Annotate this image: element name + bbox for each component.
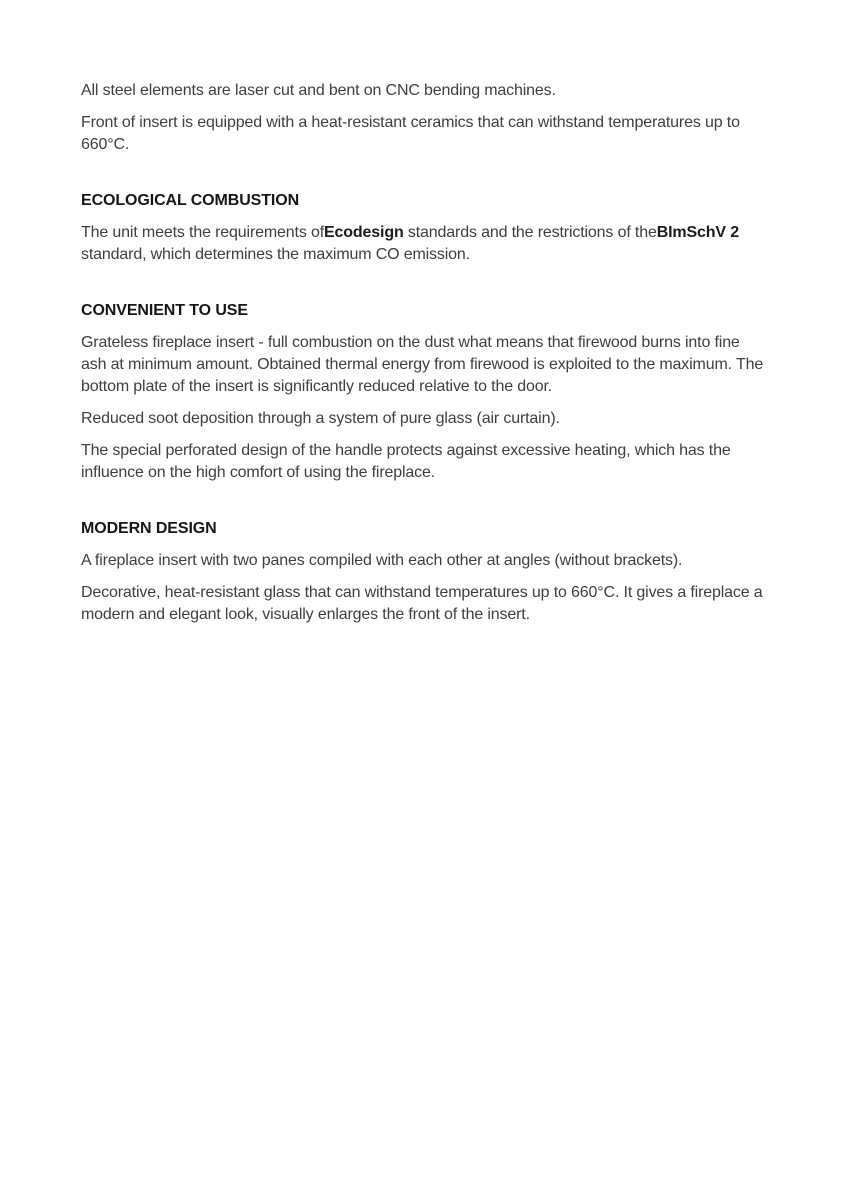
text-run: The unit meets the requirements of — [81, 224, 325, 241]
bold-text-run-bimschv: BImSchV 2 — [656, 224, 739, 241]
ecological-paragraph — [81, 222, 767, 266]
modern-paragraph-1: A fireplace insert with two panes compiled with each other at angles (without brackets). — [81, 552, 683, 569]
section-heading-convenient-to-use: CONVENIENT TO USE — [81, 302, 248, 319]
intro-paragraph-1: All steel elements are laser cut and bent on CNC bending machines. — [81, 82, 556, 99]
section-heading-modern-design: MODERN DESIGN — [81, 520, 217, 537]
convenient-paragraph-1: Grateless fireplace insert - full combustion on the dust what means that firewood burns into fine ash at minimum amount. Obtained thermal energy from firewood is exploited to the maximum. The bottom plate of the insert is significantly reduced relative to the door. — [81, 334, 764, 395]
convenient-paragraph-3: The special perforated design of the handle protects against excessive heating, which has the influence on the high comfort of using the fireplace. — [81, 442, 731, 481]
text-run: standards and the restrictions of the — [403, 224, 657, 241]
section-heading-ecological-combustion: ECOLOGICAL COMBUSTION — [81, 192, 300, 209]
bold-text-run-ecodesign: Ecodesign — [324, 224, 404, 241]
text-run: standard, which determines the maximum CO emission. — [81, 246, 470, 263]
intro-paragraph-2: Front of insert is equipped with a heat-resistant ceramics that can withstand temperatures up to 660°C. — [81, 114, 740, 153]
modern-paragraph-2: Decorative, heat-resistant glass that can withstand temperatures up to 660°C. It gives a fireplace a modern and elegant look, visually enlarges the front of the insert. — [81, 584, 763, 623]
convenient-paragraph-2: Reduced soot deposition through a system of pure glass (air curtain). — [81, 410, 560, 427]
